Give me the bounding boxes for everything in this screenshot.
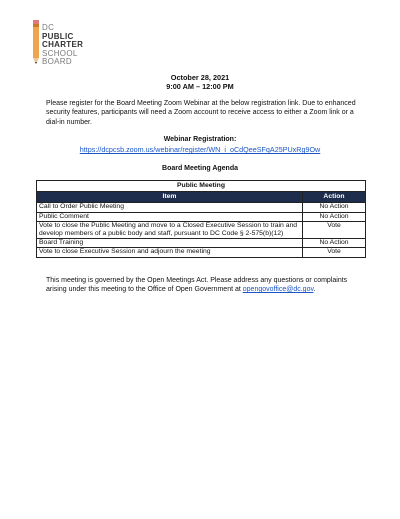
webinar-registration-link[interactable]: https://dcpcsb.zoom.us/webinar/register/WN_i_oCdQeeSFqA25PUxRg9Ow xyxy=(79,145,321,154)
agenda-item: Vote to close the Public Meeting and move to a Closed Executive Session to train and develop members of a public body and staff, pursuant to DC Code § 2-575(b)(12) xyxy=(37,221,303,238)
footer-end: . xyxy=(313,286,316,294)
logo-line: DC xyxy=(42,23,55,32)
column-header-action: Action xyxy=(303,192,366,203)
agenda-item: Board Training xyxy=(37,239,303,248)
table-row xyxy=(37,248,366,257)
webinar-label: Webinar Registration: xyxy=(163,136,237,143)
agenda-action: No Action xyxy=(303,212,366,221)
meeting-date: October 28, 2021 xyxy=(170,73,230,82)
logo-line: PUBLIC xyxy=(42,31,74,41)
meeting-datetime xyxy=(0,73,400,91)
table-row xyxy=(37,203,366,212)
agenda-item: Public Comment xyxy=(37,212,303,221)
agenda-action: No Action xyxy=(303,239,366,248)
logo-line: BOARD xyxy=(42,57,72,66)
table-row xyxy=(37,212,366,221)
table-row xyxy=(37,221,366,238)
footer-text: This meeting is governed by the Open Meetings Act. Please address any questions or complaints arising under this meeting to the Office of Open Government at xyxy=(46,277,348,294)
intro-paragraph: Please register for the Board Meeting Zoom Webinar at the below registration link. Due to enhanced security features, participants will need a Zoom account to receive access to either a Zoom link or a dial-in number. xyxy=(46,100,356,126)
email-link[interactable]: opengovoffice@dc.gov xyxy=(242,286,314,294)
dcpcsb-logo xyxy=(28,12,108,72)
footer-paragraph xyxy=(46,276,366,295)
agenda-title: Board Meeting Agenda xyxy=(162,165,238,172)
agenda-item: Vote to close Executive Session and adjourn the meeting xyxy=(37,248,303,257)
logo-wordmark xyxy=(42,24,83,67)
agenda-action: No Action xyxy=(303,203,366,212)
pencil-icon xyxy=(32,20,40,64)
table-section-header: Public Meeting xyxy=(37,181,366,192)
logo-line: SCHOOL xyxy=(42,48,78,58)
table-row xyxy=(37,239,366,248)
agenda-action: Vote xyxy=(303,248,366,257)
agenda-table xyxy=(36,180,366,258)
column-header-item: Item xyxy=(37,192,303,203)
meeting-time: 9:00 AM – 12:00 PM xyxy=(166,82,234,91)
agenda-action: Vote xyxy=(303,221,366,238)
logo-line: CHARTER xyxy=(42,40,84,49)
agenda-item: Call to Order Public Meeting xyxy=(37,203,303,212)
